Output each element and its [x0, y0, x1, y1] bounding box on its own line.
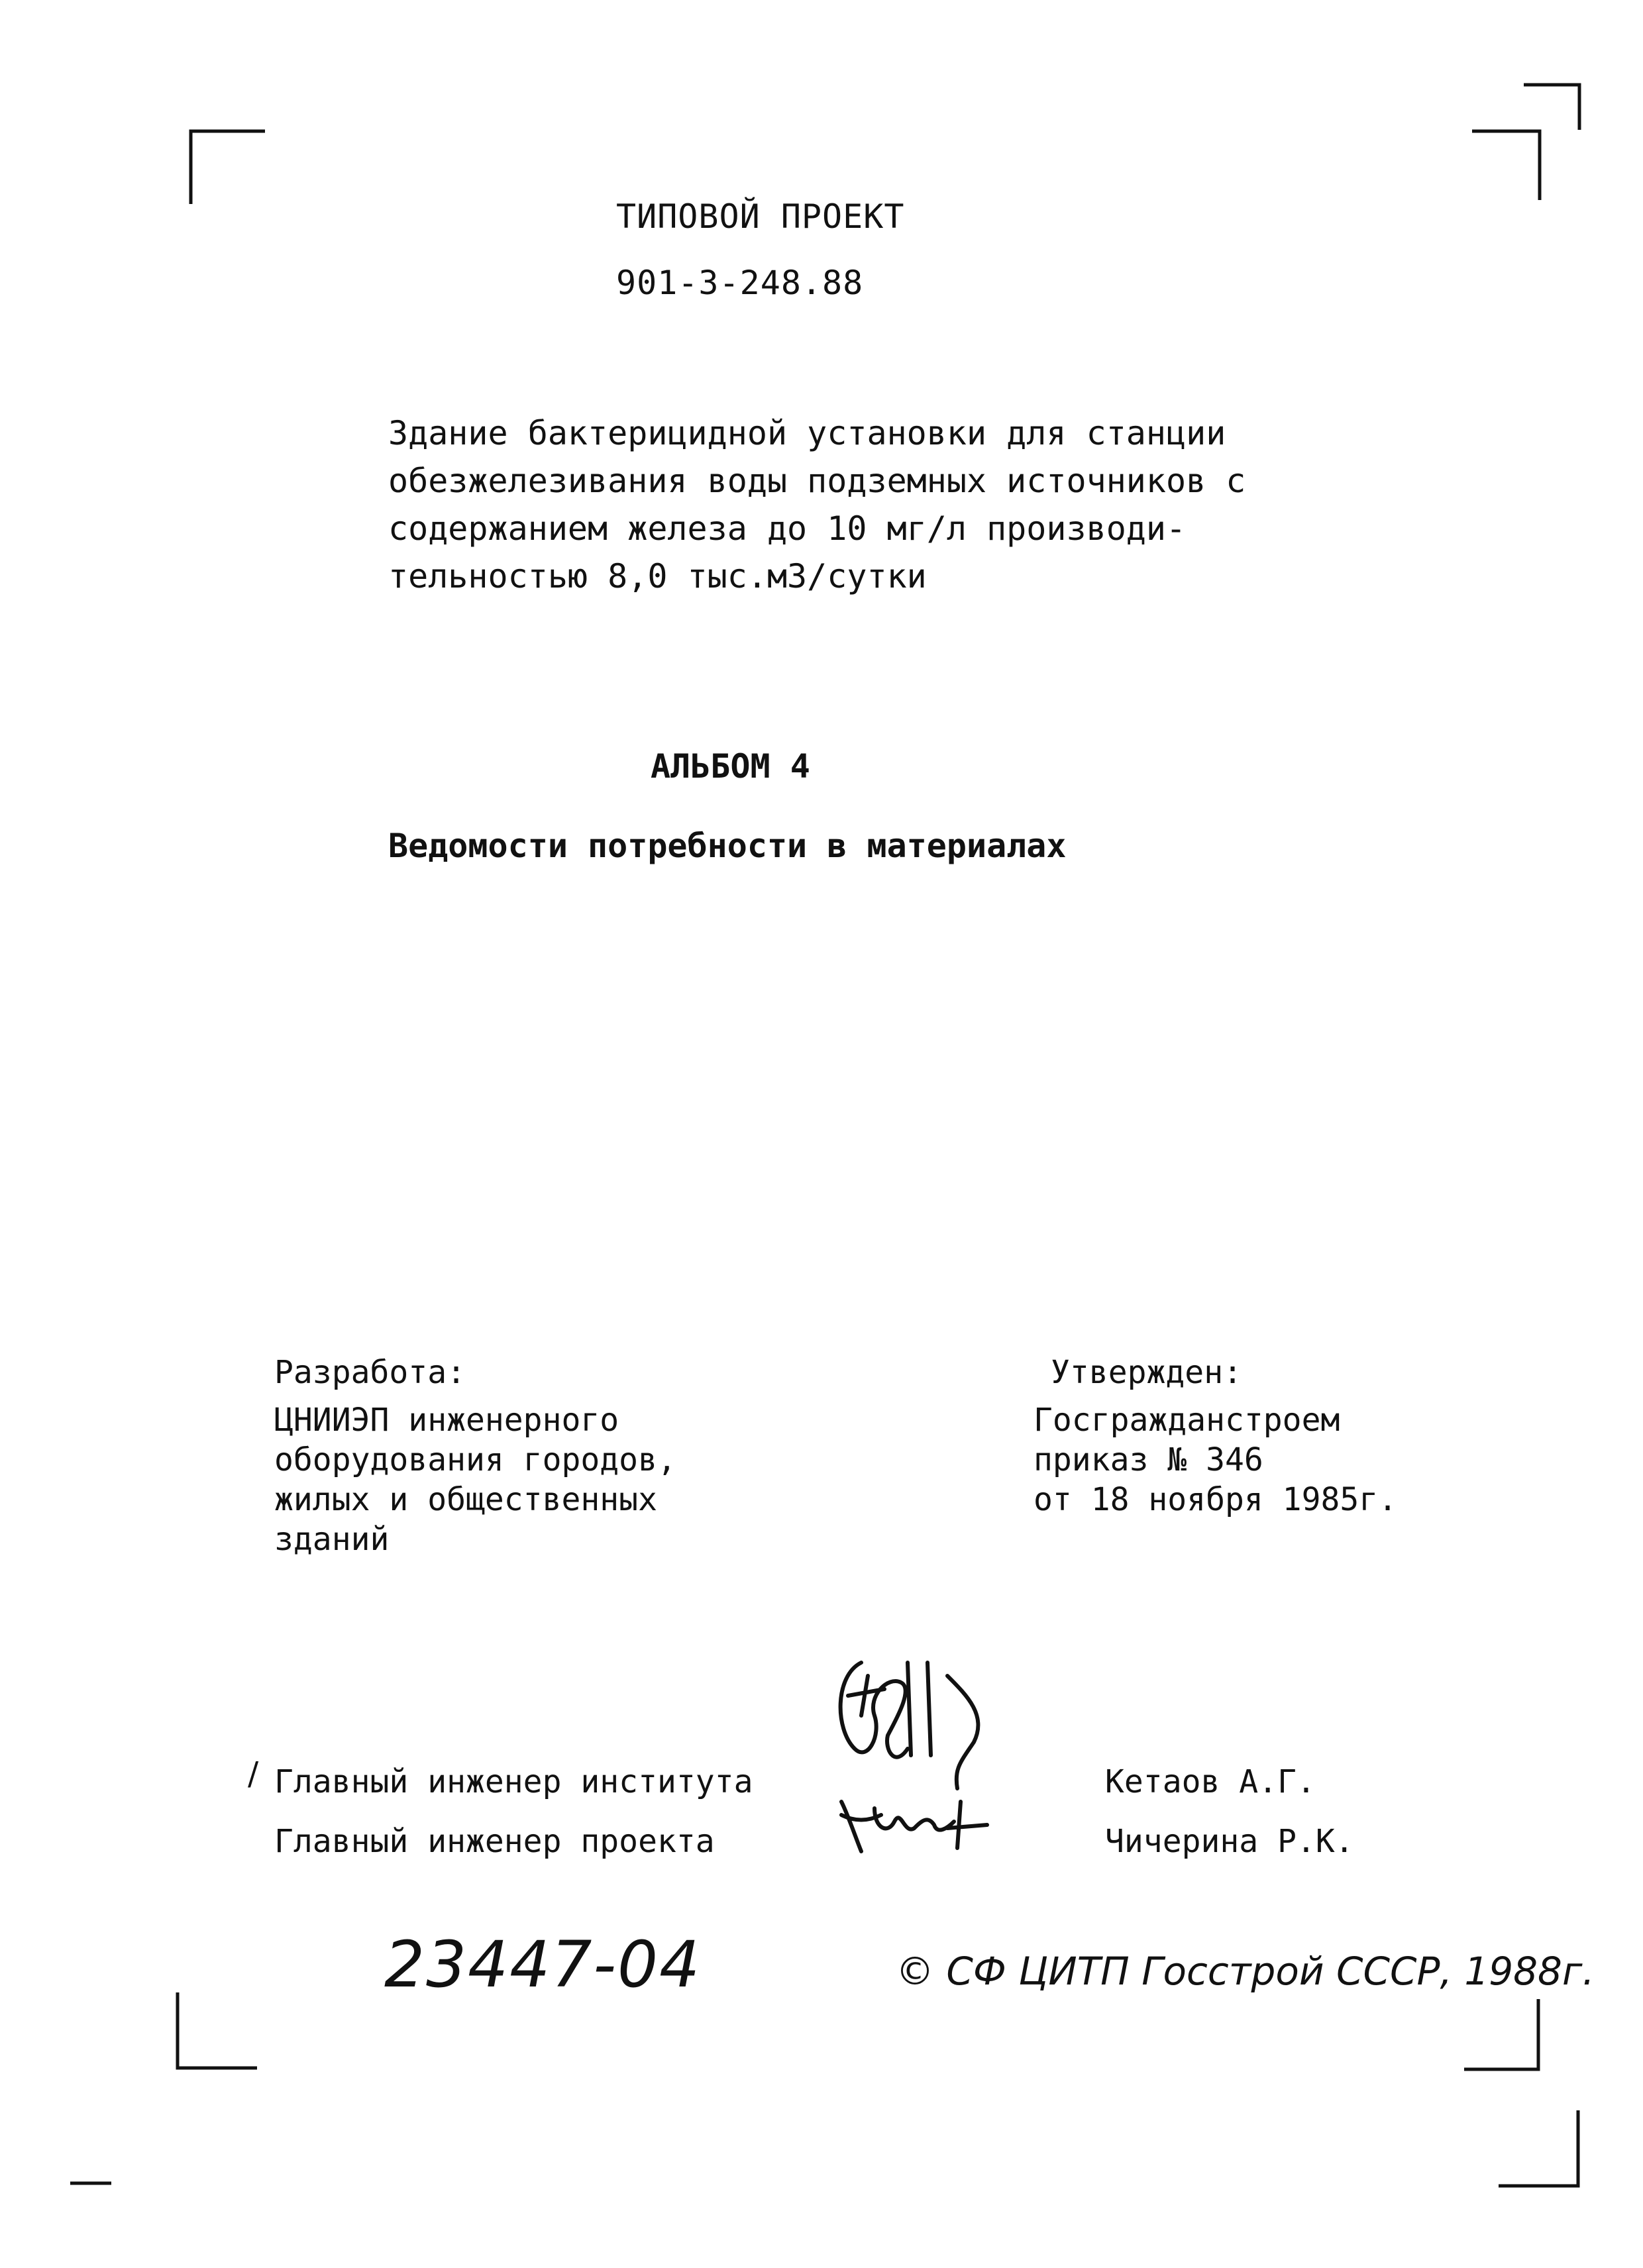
description-line: тельностью 8,0 тыс.м3/сутки [388, 557, 927, 595]
archive-number: 23447-04 [384, 1928, 702, 2002]
developer-line: жилых и общественных [274, 1481, 657, 1518]
album-label: АЛЬБОМ 4 [651, 747, 810, 786]
crop-mark-top-left [191, 131, 265, 204]
tick-mark: / [248, 1755, 259, 1792]
crop-mark-top-right [1472, 131, 1540, 200]
crop-mark-bottom-right-outer [1499, 2110, 1578, 2186]
chief-engineer-project-name: Чичерина Р.К. [1105, 1823, 1354, 1860]
approval-line: Госгражданстроем [1034, 1402, 1340, 1439]
copyright-stamp: © СФ ЦИТП Госстрой СССР, 1988г. [896, 1949, 1595, 1994]
chief-engineer-project-role: Главный инженер проекта [274, 1823, 715, 1860]
crop-mark-bottom-left [178, 1992, 257, 2068]
approval-line: от 18 ноября 1985г. [1034, 1481, 1398, 1518]
developer-organization [274, 1400, 676, 1559]
description-line: обезжелезивания воды подземных источников с [388, 462, 1246, 500]
developer-line: ЦНИИЭП инженерного [274, 1402, 619, 1439]
description-line: содержанием железа до 10 мг/л производи- [388, 509, 1187, 548]
approval-line: приказ № 346 [1034, 1441, 1263, 1478]
crop-mark-bottom-right [1464, 1999, 1538, 2069]
album-subtitle: Ведомости потребности в материалах [388, 827, 1067, 865]
chief-engineer-institute-role: Главный инженер института [274, 1763, 753, 1800]
project-code: 901-3-248.88 [616, 264, 864, 302]
developer-line: оборудования городов, [274, 1441, 676, 1478]
developer-label: Разработа: [274, 1354, 466, 1391]
approval-details [1034, 1400, 1397, 1520]
developer-line: зданий [274, 1521, 390, 1558]
crop-mark-top-right-outer [1524, 85, 1579, 130]
project-description [388, 409, 1246, 600]
chief-engineer-institute-name: Кетаов А.Г. [1105, 1763, 1316, 1800]
document-type-title: ТИПОВОЙ ПРОЕКТ [616, 197, 905, 236]
description-line: Здание бактерицидной установки для станции [388, 414, 1226, 452]
signature-project-engineer [828, 1788, 1000, 1861]
approval-label: Утвержден: [1051, 1354, 1242, 1391]
